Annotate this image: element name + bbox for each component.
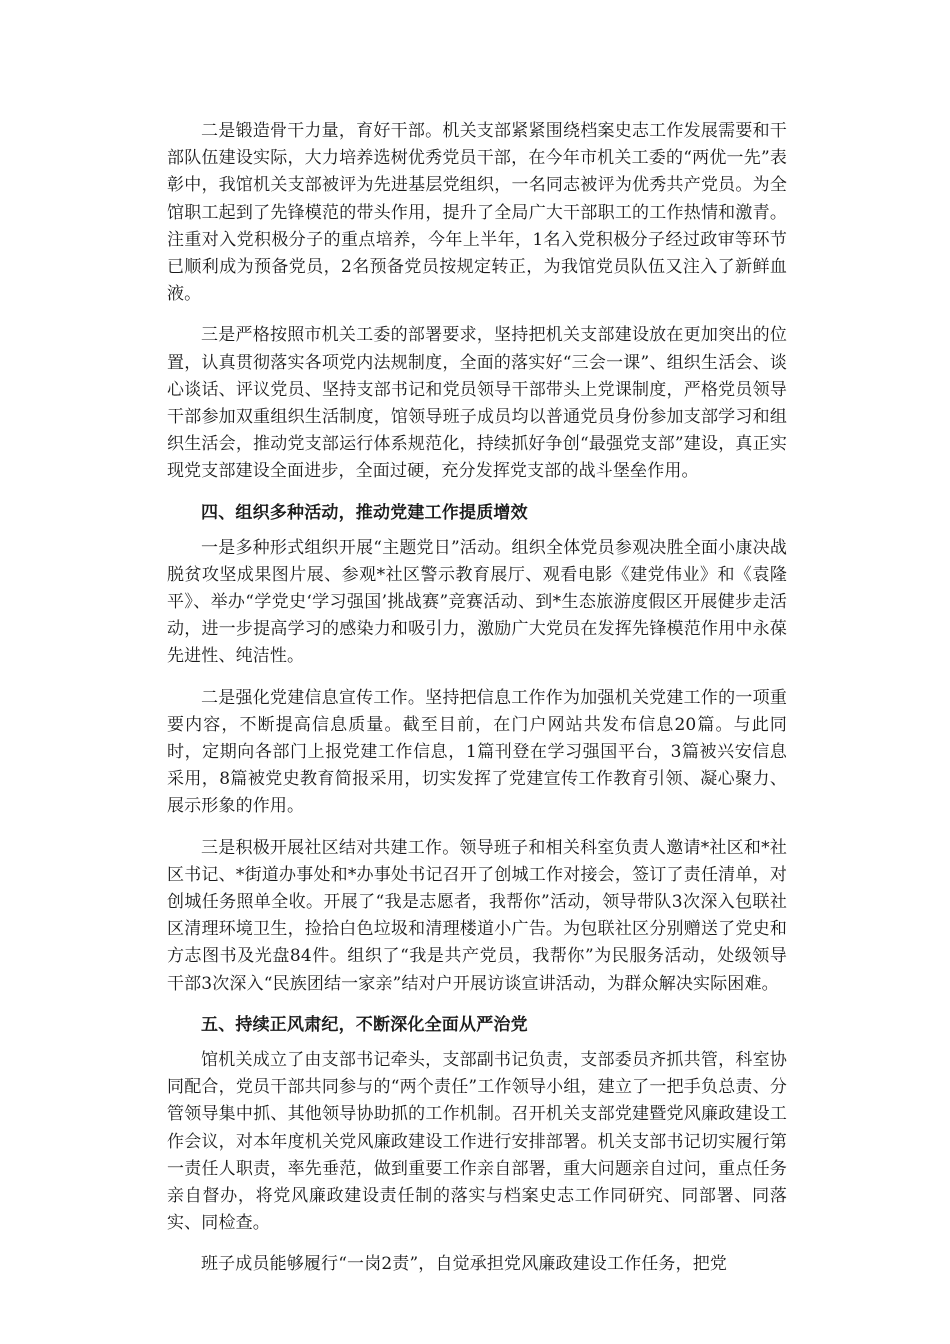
paragraph-info-publicity: 二是强化党建信息宣传工作。坚持把信息工作作为加强机关党建工作的一项重要内容，不断提高信息质量。截至目前，在门户网站共发布信息20篇。与此同时，定期向各部门上报党建工作信息，1篇刊登在学习强国平台，3篇被兴安信息采用，8篇被党史教育简报采用，切实发挥了党建宣传工作教育引领、凝心聚力、展示形象的作用。 [167, 687, 787, 817]
document-body [167, 118, 787, 1293]
section-heading-5: 五、持续正风肃纪，不断深化全面从严治党 [201, 1014, 528, 1035]
paragraph-party-day-activities: 一是多种形式组织开展“主题党日”活动。组织全体党员参观决胜全面小康决战脱贫攻坚成果图片展、参观*社区警示教育展厅、观看电影《建党伟业》和《袁隆平》、举办“学党史‘学习强国’挑战赛”竞赛活动、到*生态旅游度假区开展健步走活动，进一步提高学习的感染力和吸引力，激励广大党员在发挥先锋模范作用中永葆先进性、纯洁性。 [167, 537, 787, 667]
paragraph-one-post-two-duties: 班子成员能够履行“一岗2责”，自觉承担党风廉政建设工作任务，把党 [201, 1254, 727, 1275]
paragraph-community-cooperation: 三是积极开展社区结对共建工作。领导班子和相关科室负责人邀请*社区和*社区书记、*街道办事处和*办事处书记召开了创城工作对接会，签订了责任清单，对创城任务照单全收。开展了“我是志愿者，我帮你”活动，领导带队3次深入包联社区清理环境卫生，捡拾白色垃圾和清理楼道小广告。为包联社区分别赠送了党史和方志图书及光盘84件。组织了“我是共产党员，我帮你”为民服务活动，处级领导干部3次深入“民族团结一家亲”结对户开展访谈宣讲活动，为群众解决实际困难。 [167, 837, 787, 994]
paragraph-cultivate-cadres: 二是锻造骨干力量，育好干部。机关支部紧紧围绕档案史志工作发展需要和干部队伍建设实际，大力培养选树优秀党员干部，在今年市机关工委的“两优一先”表彰中，我馆机关支部被评为先进基层党组织，一名同志被评为优秀共产党员。为全馆职工起到了先锋模范的带头作用，提升了全局广大干部职工的工作热情和激青。注重对入党积极分子的重点培养，今年上半年，1名入党积极分子经过政审等环节已顺利成为预备党员，2名预备党员按规定转正，为我馆党员队伍又注入了新鲜血液。 [167, 121, 787, 305]
paragraph-leadership-group: 馆机关成立了由支部书记牵头，支部副书记负责，支部委员齐抓共管，科室协同配合，党员干部共同参与的“两个责任”工作领导小组，建立了一把手负总责、分管领导集中抓、其他领导协助抓的工作机制。召开机关支部党建暨党风廉政建设工作会议，对本年度机关党风廉政建设工作进行安排部署。机关支部书记切实履行第一责任人职责，率先垂范，做到重要工作亲自部署，重大问题亲自过问，重点任务亲自督办，将党风廉政建设责任制的落实与档案史志工作同研究、同部署、同落实、同检查。 [167, 1049, 787, 1234]
paragraph-branch-construction: 三是严格按照市机关工委的部署要求，坚持把机关支部建设放在更加突出的位置，认真贯彻落实各项党内法规制度，全面的落实好“三会一课”、组织生活会、谈心谈话、评议党员、坚持支部书记和党员领导干部带头上党课制度，严格党员领导干部参加双重组织生活制度，馆领导班子成员均以普通党员身份参加支部学习和组织生活会，推动党支部运行体系规范化，持续抓好争创“最强党支部”建设，真正实现党支部建设全面进步，全面过硬，充分发挥党支部的战斗堡垒作用。 [167, 325, 787, 482]
section-heading-4: 四、组织多种活动，推动党建工作提质增效 [201, 502, 528, 523]
